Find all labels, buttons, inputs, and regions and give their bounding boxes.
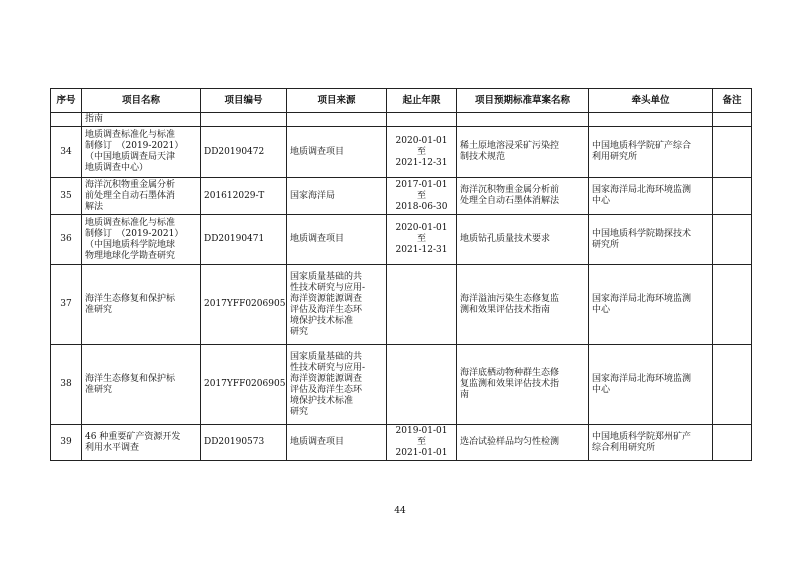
table-row <box>51 265 752 345</box>
cell-source: 地质调查项目 <box>287 425 387 461</box>
cell-name: 46 种重要矿产资源开发 利用水平调查 <box>82 425 201 461</box>
cell-lead: 中国地质科学院矿产综合 利用研究所 <box>589 127 713 178</box>
header-period: 起止年限 <box>387 89 457 113</box>
cell-period: 2020-01-01 至 2021-12-31 <box>387 215 457 265</box>
cell-code: DD20190471 <box>201 215 287 265</box>
cell-period <box>387 113 457 127</box>
cell-source <box>287 113 387 127</box>
cell-note <box>713 178 752 215</box>
cell-note <box>713 215 752 265</box>
cell-note <box>713 113 752 127</box>
cell-source: 国家海洋局 <box>287 178 387 215</box>
cell-name: 地质调查标准化与标准 制修订 （2019-2021） （中国地质科学院地球 物理地球化学勘查研究 <box>82 215 201 265</box>
cell-standard: 海洋沉积物重金属分析前 处理全自动石墨体消解法 <box>457 178 589 215</box>
header-name: 项目名称 <box>82 89 201 113</box>
standards-table <box>50 88 752 461</box>
table-row <box>51 345 752 425</box>
cell-standard: 稀土原地溶浸采矿污染控 制技术规范 <box>457 127 589 178</box>
cell-note <box>713 265 752 345</box>
table-row-continuation <box>51 113 752 127</box>
cell-lead: 中国地质科学院勘探技术 研究所 <box>589 215 713 265</box>
header-standard: 项目预期标准草案名称 <box>457 89 589 113</box>
cell-lead: 国家海洋局北海环境监测 中心 <box>589 345 713 425</box>
cell-note <box>713 127 752 178</box>
header-note: 备注 <box>713 89 752 113</box>
table-row <box>51 178 752 215</box>
cell-name: 海洋生态修复和保护标 准研究 <box>82 345 201 425</box>
cell-note <box>713 345 752 425</box>
cell-period: 2020-01-01 至 2021-12-31 <box>387 127 457 178</box>
cell-code: 2017YFF0206905 <box>201 345 287 425</box>
cell-lead: 国家海洋局北海环境监测 中心 <box>589 265 713 345</box>
cell-standard: 海洋溢油污染生态修复监 测和效果评估技术指南 <box>457 265 589 345</box>
cell-no: 37 <box>51 265 82 345</box>
cell-standard <box>457 113 589 127</box>
cell-code: 201612029-T <box>201 178 287 215</box>
cell-code: 2017YFF0206905 <box>201 265 287 345</box>
cell-no: 35 <box>51 178 82 215</box>
page-number: 44 <box>394 506 406 516</box>
cell-code: DD20190573 <box>201 425 287 461</box>
cell-period <box>387 265 457 345</box>
header-code: 项目编号 <box>201 89 287 113</box>
cell-no: 38 <box>51 345 82 425</box>
cell-no: 39 <box>51 425 82 461</box>
table-row <box>51 215 752 265</box>
cell-period <box>387 345 457 425</box>
table-row <box>51 127 752 178</box>
cell-no: 36 <box>51 215 82 265</box>
cell-lead <box>589 113 713 127</box>
header-source: 项目来源 <box>287 89 387 113</box>
cell-name: 指南 <box>82 113 201 127</box>
cell-note <box>713 425 752 461</box>
cell-source: 国家质量基础的共 性技术研究与应用- 海洋资源能源调查 评估及海洋生态环 境保护技术标准 研究 <box>287 265 387 345</box>
header-no: 序号 <box>51 89 82 113</box>
cell-code <box>201 113 287 127</box>
cell-name: 地质调查标准化与标准 制修订 （2019-2021） （中国地质调查局天津 地质调查中心） <box>82 127 201 178</box>
header-row <box>51 89 752 113</box>
cell-source: 国家质量基础的共 性技术研究与应用- 海洋资源能源调查 评估及海洋生态环 境保护技术标准 研究 <box>287 345 387 425</box>
cell-standard: 地质钻孔质量技术要求 <box>457 215 589 265</box>
cell-code: DD20190472 <box>201 127 287 178</box>
cell-name: 海洋生态修复和保护标 准研究 <box>82 265 201 345</box>
cell-standard: 选冶试验样品均匀性检测 <box>457 425 589 461</box>
cell-source: 地质调查项目 <box>287 127 387 178</box>
cell-period: 2017-01-01 至 2018-06-30 <box>387 178 457 215</box>
cell-lead: 中国地质科学院郑州矿产 综合利用研究所 <box>589 425 713 461</box>
header-lead: 牵头单位 <box>589 89 713 113</box>
cell-standard: 海洋底栖动物种群生态修 复监测和效果评估技术指 南 <box>457 345 589 425</box>
table-row <box>51 425 752 461</box>
cell-no <box>51 113 82 127</box>
cell-no: 34 <box>51 127 82 178</box>
cell-source: 地质调查项目 <box>287 215 387 265</box>
cell-period: 2019-01-01 至 2021-01-01 <box>387 425 457 461</box>
cell-lead: 国家海洋局北海环境监测 中心 <box>589 178 713 215</box>
cell-name: 海洋沉积物重金属分析 前处理全自动石墨体消 解法 <box>82 178 201 215</box>
